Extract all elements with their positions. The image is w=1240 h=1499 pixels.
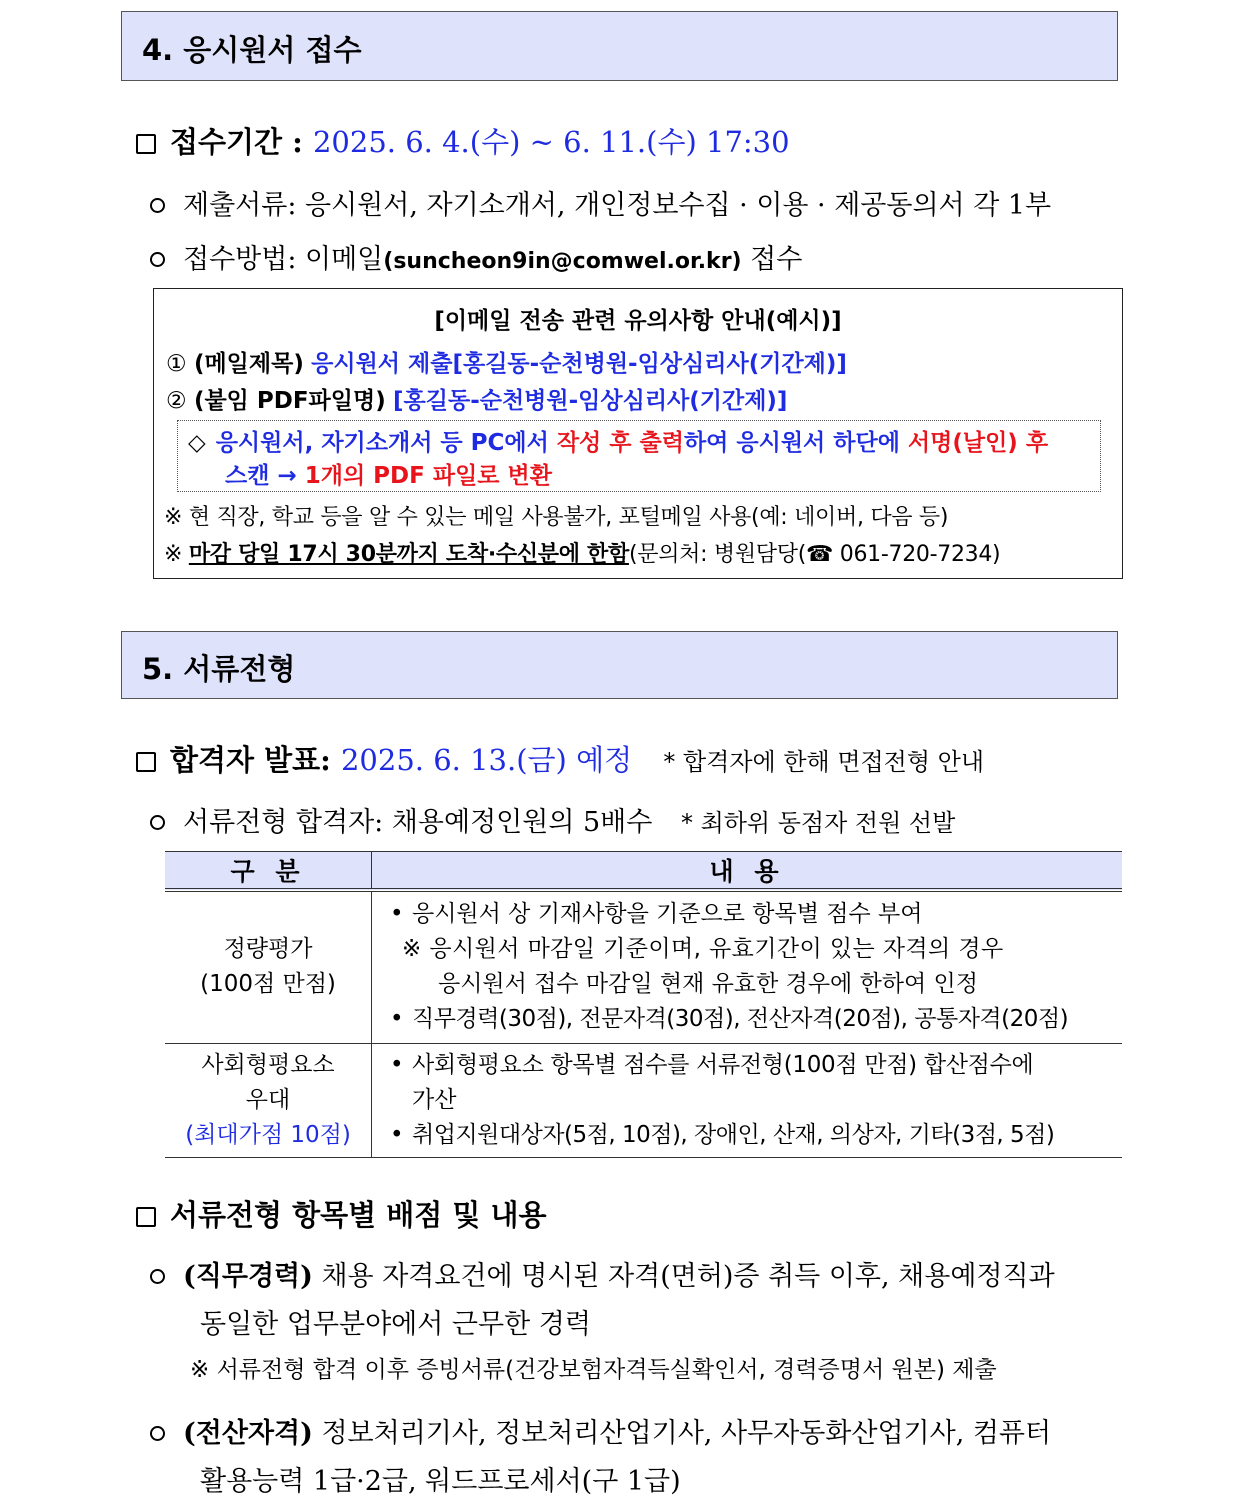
period-label: 접수기간 : — [170, 125, 313, 159]
method-email: (suncheon9in@comwel.or.kr) — [383, 249, 742, 274]
notice-item2 — [166, 382, 787, 415]
notice-note1: ※ 현 직장, 학교 등을 알 수 있는 메일 사용불가, 포털메일 사용(예: 네이버, 다음 등) — [164, 505, 949, 530]
document-screening-table — [165, 851, 1122, 1158]
note2-mark: ※ — [164, 542, 189, 567]
diamond-line1 — [188, 424, 1048, 457]
d-line2-a: 스캔 → — [225, 463, 305, 489]
row2-line3: • 취업지원대상자(5점, 10점), 장애인, 산재, 의상자, 기타(3점, 5점) — [390, 1121, 1055, 1148]
it-text1: 정보처리기사, 정보처리산업기사, 사무자동화산업기사, 컴퓨터 — [312, 1418, 1052, 1449]
table-row — [165, 1043, 1122, 1157]
row2-text1: 사회형평요소 항목별 점수를 서류전형(100점 만점) 합산점수에 — [412, 1051, 1034, 1078]
career-note: ※ 서류전형 합격 이후 증빙서류(건강보험자격득실확인서, 경력증명서 원본) 제출 — [190, 1357, 997, 1383]
item2-number: ② — [166, 388, 187, 414]
table-header-content: 내 용 — [372, 852, 1123, 891]
table-header-row — [165, 852, 1122, 891]
section5-title: 5. 서류전형 — [142, 652, 296, 686]
table-header-category: 구 분 — [165, 852, 372, 891]
row1-label1: 정량평가 — [223, 936, 313, 963]
d-line1-d: 서명(날인) 후 — [907, 430, 1049, 456]
row2-text2: 가산 — [412, 1086, 457, 1113]
scoring-title-line — [136, 1193, 547, 1234]
row1-content — [372, 890, 1123, 1043]
row1-line4: • 직무경력(30점), 전문자격(30점), 전산자격(20점), 공통자격(20점) — [390, 1006, 1069, 1033]
item1-label: (메일제목) — [193, 351, 304, 377]
period-line — [136, 120, 790, 161]
circle-bullet-icon — [150, 1426, 165, 1441]
row1-line1: • 응시원서 상 기재사항을 기준으로 항목별 점수 부여 — [390, 901, 923, 928]
item2-label: (붙임 PDF파일명) — [193, 388, 386, 414]
period-value: 2025. 6. 4.(수) ~ 6. 11.(수) 17:30 — [312, 125, 790, 159]
it-label: (전산자격) — [183, 1418, 313, 1449]
announce-value: 2025. 6. 13.(금) 예정 — [340, 743, 633, 777]
row2-text3: 취업지원대상자(5점, 10점), 장애인, 산재, 의상자, 기타(3점, 5점) — [412, 1121, 1055, 1148]
announce-note: * 합격자에 한해 면접전형 안내 — [663, 748, 985, 776]
row1-label2: (100점 만점) — [200, 971, 336, 998]
docs-text: 제출서류: 응시원서, 자기소개서, 개인정보수집 · 이용 · 제공동의서 각 1부 — [183, 190, 1052, 221]
notice-item1 — [166, 345, 847, 378]
d-line2-b: 1개의 PDF 파일로 변환 — [304, 463, 552, 489]
d-line1-b: 작성 후 출력 — [556, 430, 684, 456]
announce-label: 합격자 발표: — [170, 743, 341, 777]
square-bullet-icon — [136, 134, 156, 154]
d-line1-a: 응시원서, 자기소개서 등 PC에서 — [215, 430, 557, 456]
email-notice-box — [153, 288, 1123, 579]
pass-note: * 최하위 동점자 전원 선발 — [680, 809, 956, 837]
note2-deadline: 마감 당일 17시 30분까지 도착·수신분에 한함 — [188, 542, 629, 567]
d-line1-c: 하여 응시원서 하단에 — [683, 430, 908, 456]
docs-line — [150, 183, 1051, 222]
circle-bullet-icon — [150, 198, 165, 213]
row2-line1: • 사회형평요소 항목별 점수를 서류전형(100점 만점) 합산점수에 — [390, 1051, 1034, 1078]
career-line1 — [150, 1254, 1055, 1293]
scoring-title: 서류전형 항목별 배점 및 내용 — [170, 1198, 547, 1232]
square-bullet-icon — [136, 752, 156, 772]
item1-value: 응시원서 제출[홍길동-순천병원-임상심리사(기간제)] — [311, 351, 847, 377]
row2-content — [372, 1043, 1123, 1157]
row2-label1: 사회형평요소 — [201, 1051, 335, 1078]
item1-number: ① — [166, 351, 187, 377]
table-row — [165, 890, 1122, 1043]
row2-category — [165, 1043, 372, 1157]
row1-text2: ※ 응시원서 마감일 기준이며, 유효기간이 있는 자격의 경우 — [402, 936, 1004, 963]
career-line2: 동일한 업무분야에서 근무한 경력 — [200, 1309, 591, 1340]
section4-header — [121, 11, 1118, 81]
row1-category — [165, 890, 372, 1043]
item2-value: [홍길동-순천병원-임상심리사(기간제)] — [393, 388, 788, 414]
row1-line3 — [390, 967, 1122, 1002]
circle-bullet-icon — [150, 815, 165, 830]
method-prefix: 접수방법: 이메일 — [183, 244, 384, 275]
row1-text4: 직무경력(30점), 전문자격(30점), 전산자격(20점), 공통자격(20점) — [412, 1006, 1069, 1033]
diamond-line2 — [225, 457, 552, 490]
row1-text3: 응시원서 접수 마감일 현재 유효한 경우에 한하여 인정 — [438, 971, 978, 998]
row2-line2 — [390, 1083, 1122, 1118]
pass-line — [150, 800, 955, 839]
row1-text1: 응시원서 상 기재사항을 기준으로 항목별 점수 부여 — [412, 901, 923, 928]
career-text1: 채용 자격요건에 명시된 자격(면허)증 취득 이후, 채용예정직과 — [312, 1261, 1055, 1292]
row2-label2: 우대 — [245, 1086, 291, 1113]
diamond-icon: ◇ — [188, 430, 206, 456]
note2-contact: (문의처: 병원담당(☎ 061-720-7234) — [628, 542, 1001, 567]
circle-bullet-icon — [150, 1269, 165, 1284]
section5-header — [121, 631, 1118, 699]
it-line2: 활용능력 1급·2급, 워드프로세서(구 1급) — [200, 1466, 681, 1497]
career-label: (직무경력) — [183, 1261, 313, 1292]
pass-text: 서류전형 합격자: 채용예정인원의 5배수 — [183, 807, 653, 838]
row2-label3: (최대가점 10점) — [185, 1121, 351, 1148]
row1-line2 — [390, 932, 1122, 967]
notice-title: [이메일 전송 관련 유의사항 안내(예시)] — [434, 308, 842, 334]
it-line1 — [150, 1411, 1051, 1450]
pdf-conversion-notice — [177, 420, 1101, 492]
square-bullet-icon — [136, 1207, 156, 1227]
notice-note2 — [164, 537, 1000, 568]
method-suffix: 접수 — [741, 244, 803, 275]
section4-title: 4. 응시원서 접수 — [142, 33, 362, 67]
announce-line — [136, 738, 984, 779]
method-line — [150, 237, 802, 276]
circle-bullet-icon — [150, 252, 165, 267]
